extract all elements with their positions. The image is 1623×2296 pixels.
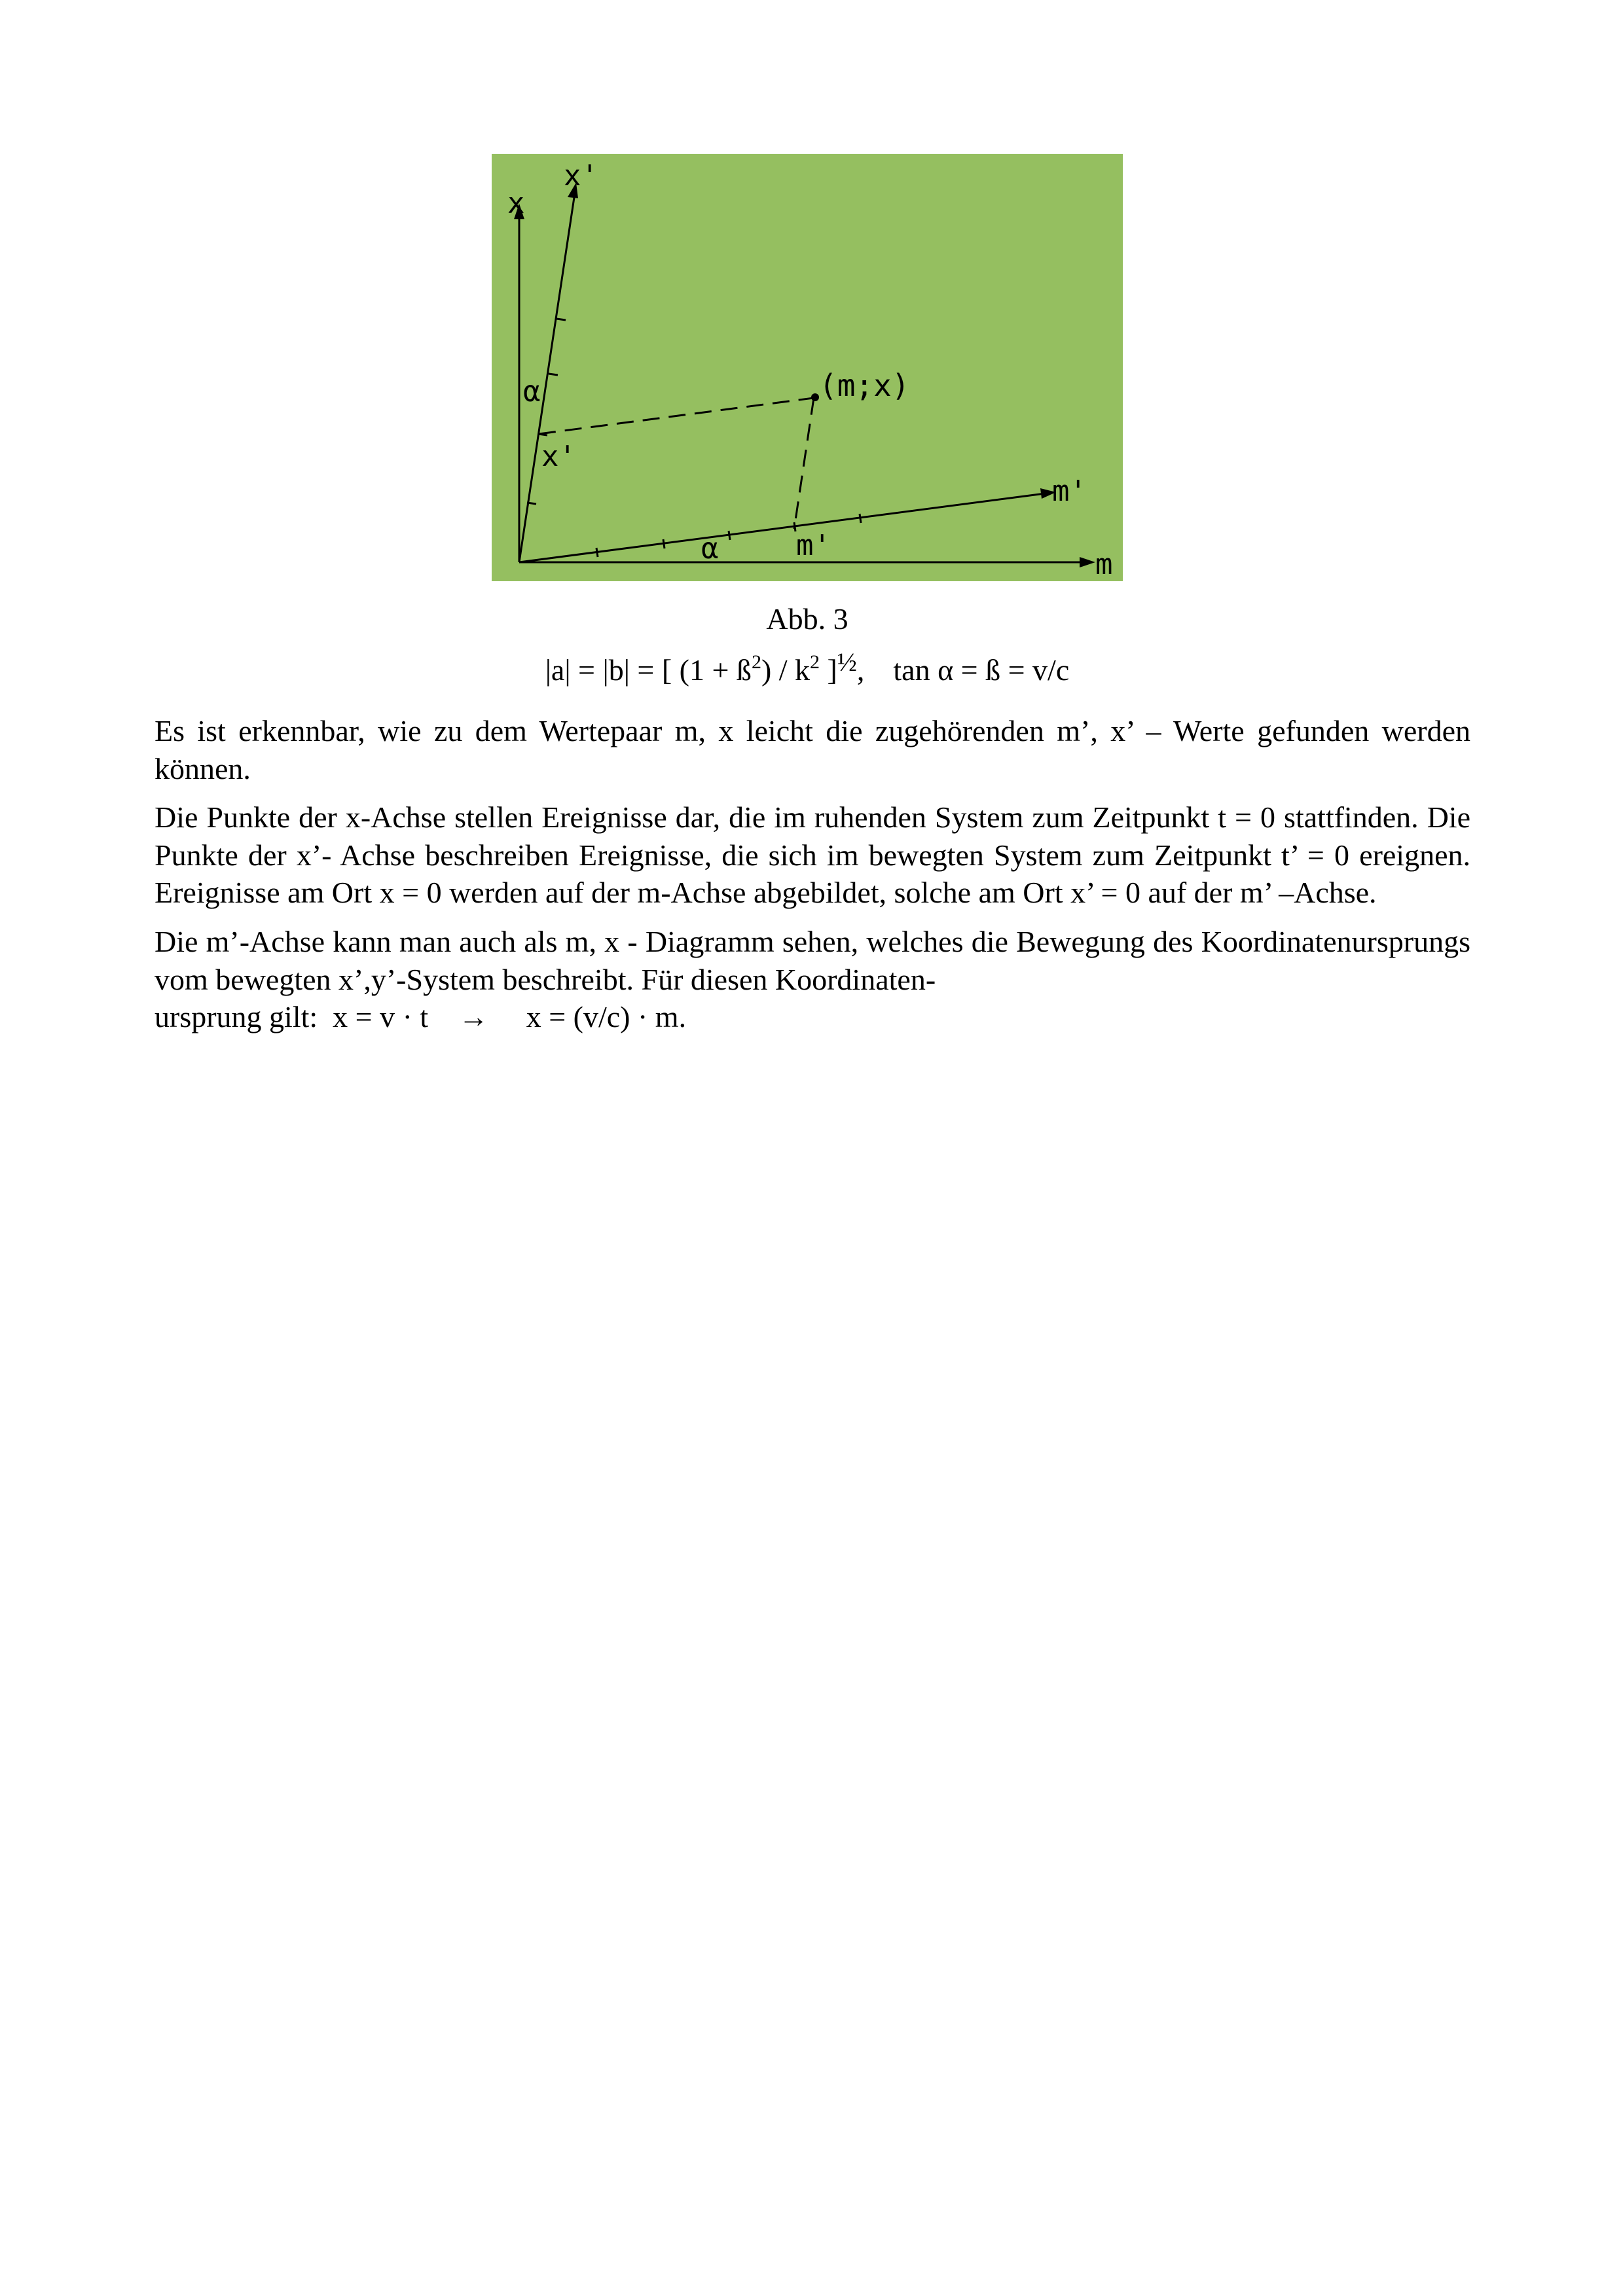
- x-prime-axis-label: x': [564, 159, 598, 192]
- paragraph-1: Es ist erkennbar, wie zu dem Wertepaar m, x leicht die zugehörenden m’, x’ – Werte gefunden werden können.: [155, 714, 1470, 785]
- x-prime-tick: [527, 503, 536, 504]
- figure-abb-3: [492, 154, 1123, 581]
- x-prime-tick: [538, 434, 547, 435]
- figure-caption: Abb. 3: [766, 602, 848, 636]
- body-text: [155, 712, 1470, 1047]
- figure-background: [492, 154, 1123, 581]
- formula-part-3: ]: [820, 653, 837, 687]
- x-axis-label: x: [507, 187, 525, 220]
- event-point-dot: [811, 393, 819, 401]
- formula-line: [492, 647, 1123, 690]
- m-prime-tick: [596, 548, 598, 557]
- formula-part-1: |a| = |b| = [ (1 + ß: [545, 653, 752, 687]
- formula-exponent-1: 2: [751, 651, 761, 673]
- paragraph-3-main: Die m’-Achse kann man auch als m, x - Diagramm sehen, welches die Bewegung des Koordinatenursprungs vom bewegten x’,y’-System beschreibt. Für diesen Koordinaten-: [155, 924, 1470, 996]
- paragraph-3-last-line: ursprung gilt: x = v · t → x = (v/c) · m.: [155, 1000, 687, 1034]
- m-axis-label: m: [1095, 548, 1113, 581]
- m-prime-axis-label: m': [1052, 475, 1087, 508]
- m-prime-tick: [663, 539, 665, 548]
- x-prime-tick: [549, 374, 558, 375]
- paragraph-2: Die Punkte der x-Achse stellen Ereignisse dar, die im ruhenden System zum Zeitpunkt t = 0 stattfinden. Die Punkte der x’- Achse beschreiben Ereignisse, die sich im bewegten System zum Zeitpunkt t’ = 0 ereignen. Ereignisse am Ort x = 0 werden auf der m-Achse abgebildet, solche am Ort x’ = 0 auf der m’ –Achse.: [155, 800, 1470, 910]
- m-prime-tick: [860, 514, 861, 523]
- alpha-upper-label: α: [523, 375, 541, 408]
- m-prime-tick-label: m': [796, 529, 831, 562]
- formula-part-4: ,: [856, 653, 865, 687]
- x-prime-tick-label: x': [541, 440, 576, 473]
- formula-exponent-2: 2: [810, 651, 820, 673]
- paragraph-3: [155, 923, 1470, 1036]
- x-prime-tick: [556, 319, 566, 320]
- point-m-x-label: (m;x): [819, 368, 910, 403]
- formula-tan-alpha: tan α = ß = v/c: [893, 653, 1070, 687]
- m-prime-tick: [794, 522, 795, 531]
- m-prime-tick: [729, 531, 730, 540]
- formula-part-2: ) / k: [761, 653, 811, 687]
- alpha-lower-label: α: [701, 532, 719, 565]
- formula-half-exponent: ½: [837, 647, 857, 677]
